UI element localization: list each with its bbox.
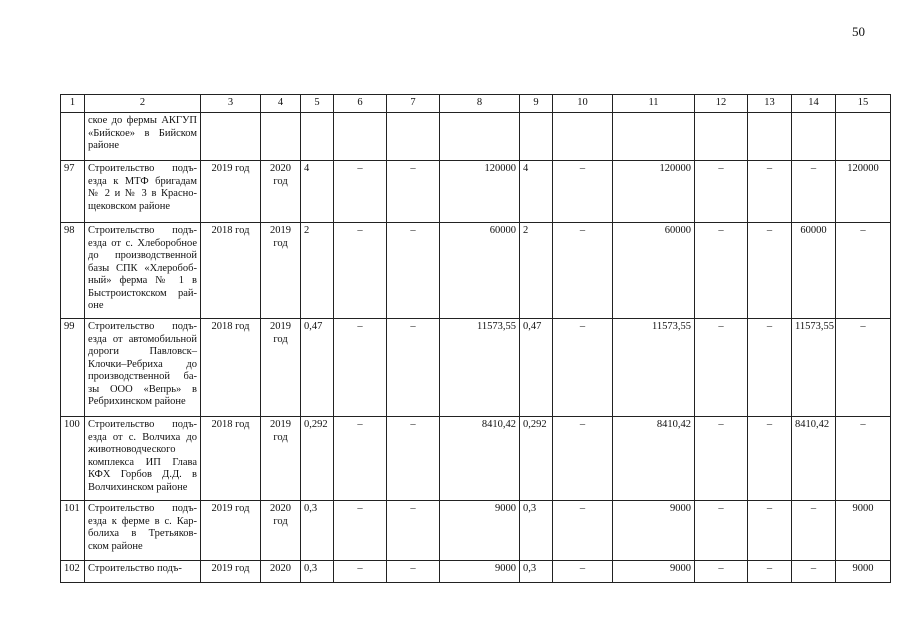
header-cell: 9 — [520, 95, 553, 113]
cell: 4 — [301, 161, 334, 223]
cell: – — [836, 319, 891, 417]
cell — [387, 113, 440, 161]
cell — [553, 113, 613, 161]
cell: – — [792, 501, 836, 561]
header-cell: 11 — [613, 95, 695, 113]
cell: – — [553, 561, 613, 583]
header-cell: 14 — [792, 95, 836, 113]
cell: 0,292 — [301, 417, 334, 501]
cell: – — [334, 501, 387, 561]
cell: – — [748, 501, 792, 561]
cell: 2020 год — [261, 161, 301, 223]
object-name: Строительство подъ-езда от с. Волчиха до животноводческого комплекса ИП Глава КФХ Горбов Д.Д. в Волчихинском районе — [85, 417, 201, 501]
header-row — [61, 95, 891, 113]
object-name: ское до фермы АКГУП «Бийское» в Бийском районе — [85, 113, 201, 161]
cell: 2020 — [261, 561, 301, 583]
cell — [301, 113, 334, 161]
header-cell: 4 — [261, 95, 301, 113]
cell: 120000 — [836, 161, 891, 223]
cell: – — [836, 223, 891, 319]
cell — [613, 113, 695, 161]
cell: – — [748, 561, 792, 583]
cell: – — [695, 501, 748, 561]
cell: 9000 — [836, 501, 891, 561]
cell: – — [387, 319, 440, 417]
cell — [836, 113, 891, 161]
cell: 9000 — [440, 561, 520, 583]
cell: 9000 — [440, 501, 520, 561]
object-name: Строительство подъ-езда к ферме в с. Кар-болиха в Третьяков-ском районе — [85, 501, 201, 561]
cell: – — [695, 161, 748, 223]
cell: – — [792, 561, 836, 583]
cell: – — [387, 223, 440, 319]
cell: 11573,55 — [792, 319, 836, 417]
cell: 9000 — [613, 561, 695, 583]
table-row — [61, 113, 891, 161]
cell: 2 — [520, 223, 553, 319]
table-row — [61, 561, 891, 583]
object-name: Строительство подъ-езда от автомобильной дороги Павловск–Клочки–Ребриха до производственной ба-зы ООО «Вепрь» в Ребрихинском районе — [85, 319, 201, 417]
row-number: 100 — [61, 417, 85, 501]
cell — [201, 113, 261, 161]
cell: 11573,55 — [613, 319, 695, 417]
cell: 120000 — [613, 161, 695, 223]
cell: 120000 — [440, 161, 520, 223]
cell: – — [553, 161, 613, 223]
cell: – — [334, 319, 387, 417]
cell: 0,3 — [301, 561, 334, 583]
cell: 0,47 — [520, 319, 553, 417]
cell: 11573,55 — [440, 319, 520, 417]
header-cell: 7 — [387, 95, 440, 113]
cell: – — [748, 161, 792, 223]
cell: – — [553, 223, 613, 319]
header-cell: 3 — [201, 95, 261, 113]
cell: – — [553, 319, 613, 417]
cell — [520, 113, 553, 161]
row-number: 101 — [61, 501, 85, 561]
row-number: 102 — [61, 561, 85, 583]
cell: – — [695, 417, 748, 501]
cell: 0,3 — [520, 561, 553, 583]
cell: 60000 — [613, 223, 695, 319]
cell: 0,3 — [301, 501, 334, 561]
cell — [334, 113, 387, 161]
cell: 8410,42 — [613, 417, 695, 501]
cell: 2019 год — [201, 561, 261, 583]
row-number — [61, 113, 85, 161]
cell: – — [695, 561, 748, 583]
row-number: 98 — [61, 223, 85, 319]
cell: 2018 год — [201, 319, 261, 417]
cell: 2018 год — [201, 417, 261, 501]
cell: – — [387, 417, 440, 501]
table-row — [61, 161, 891, 223]
cell — [440, 113, 520, 161]
cell: 0,3 — [520, 501, 553, 561]
cell — [261, 113, 301, 161]
object-name: Строительство подъ-езда от с. Хлеборобное до производственной базы СПК «Хлеробоб-ный» ферма № 1 в Быстроистокском рай-оне — [85, 223, 201, 319]
cell: – — [553, 501, 613, 561]
cell — [695, 113, 748, 161]
cell: 9000 — [613, 501, 695, 561]
cell: – — [695, 319, 748, 417]
object-name: Строительство подъ-езда к МТФ бригадам № 2 и № 3 в Красно-щековском районе — [85, 161, 201, 223]
cell: 2019 год — [261, 417, 301, 501]
cell: 2019 год — [261, 319, 301, 417]
header-cell: 5 — [301, 95, 334, 113]
row-number: 99 — [61, 319, 85, 417]
cell: 2 — [301, 223, 334, 319]
header-cell: 1 — [61, 95, 85, 113]
cell: – — [748, 319, 792, 417]
cell: – — [334, 223, 387, 319]
header-cell: 8 — [440, 95, 520, 113]
cell: – — [748, 223, 792, 319]
cell: – — [836, 417, 891, 501]
header-cell: 12 — [695, 95, 748, 113]
header-cell: 15 — [836, 95, 891, 113]
cell: 2019 год — [261, 223, 301, 319]
table-row — [61, 417, 891, 501]
cell: 8410,42 — [792, 417, 836, 501]
cell — [792, 113, 836, 161]
header-cell: 10 — [553, 95, 613, 113]
cell: 8410,42 — [440, 417, 520, 501]
cell: – — [695, 223, 748, 319]
cell: 4 — [520, 161, 553, 223]
data-table — [60, 94, 891, 583]
cell: – — [553, 417, 613, 501]
cell: 2019 год — [201, 501, 261, 561]
cell: – — [748, 417, 792, 501]
header-cell: 13 — [748, 95, 792, 113]
page-number: 50 — [852, 24, 865, 39]
cell: 2019 год — [201, 161, 261, 223]
table-row — [61, 223, 891, 319]
cell: 60000 — [440, 223, 520, 319]
header-cell: 2 — [85, 95, 201, 113]
cell: 0,47 — [301, 319, 334, 417]
cell: 9000 — [836, 561, 891, 583]
cell: 60000 — [792, 223, 836, 319]
cell: 0,292 — [520, 417, 553, 501]
cell: – — [334, 161, 387, 223]
table-row — [61, 501, 891, 561]
cell: – — [334, 417, 387, 501]
cell: – — [792, 161, 836, 223]
cell: – — [387, 161, 440, 223]
cell: – — [387, 501, 440, 561]
cell: – — [387, 561, 440, 583]
cell: 2018 год — [201, 223, 261, 319]
cell: 2020 год — [261, 501, 301, 561]
row-number: 97 — [61, 161, 85, 223]
table-row — [61, 319, 891, 417]
cell — [748, 113, 792, 161]
cell: – — [334, 561, 387, 583]
object-name: Строительство подъ- — [85, 561, 201, 583]
header-cell: 6 — [334, 95, 387, 113]
